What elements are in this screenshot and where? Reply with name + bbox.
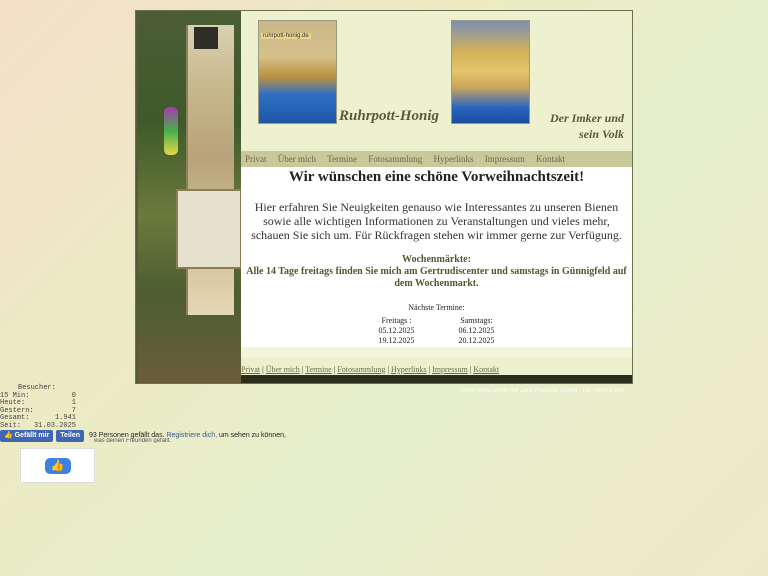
- saturday-column: [442, 316, 512, 346]
- nav-item-privat[interactable]: Privat: [245, 154, 267, 164]
- main-nav: [241, 151, 632, 167]
- header-banner: [241, 11, 632, 151]
- nav-item-kontakt[interactable]: Kontakt: [535, 154, 565, 164]
- saturday-label: Samstags:: [460, 316, 493, 325]
- counter-label: Heute:: [0, 399, 26, 407]
- saturday-date: 06.12.2025: [458, 326, 495, 335]
- facebook-share-button[interactable]: Teilen: [56, 430, 84, 442]
- hive-lid: [194, 27, 218, 49]
- footer-link-fotosammlung[interactable]: Fotosammlung: [337, 365, 386, 374]
- next-dates-title: Nächste Termine:: [408, 303, 465, 312]
- likes-count-text: 93 Personen gefällt das.: [89, 432, 165, 439]
- visitor-counter: [0, 385, 76, 430]
- page-headline: Wir wünschen eine schöne Vorweihnachtszeit!: [288, 169, 585, 185]
- counter-label: Gestern:: [0, 406, 34, 415]
- photo-label: ruhrpott-honig.de: [263, 33, 309, 39]
- main-content: [241, 167, 632, 357]
- site-title: Ruhrpott-Honig: [339, 108, 440, 124]
- beehive-photo: [138, 11, 241, 383]
- counter-label: 15 Min:: [0, 391, 30, 400]
- thumbs-up-icon: 👍: [4, 431, 13, 439]
- intro-text: Hier erfahren Sie Neuigkeiten genauso wie Interessantes zu unseren Bienen sowie alle wichtigen Informationen zu Veranstaltungen und vieles mehr, schauen Sie sich um. Für Rückfragen stehen wir immer gerne zur Verfügung.: [251, 200, 622, 242]
- footer-link-kontakt[interactable]: Kontakt: [473, 365, 500, 374]
- counter-label: Gesamt:: [0, 414, 30, 422]
- thumbs-up-icon: 👍: [45, 458, 71, 474]
- register-text: um sehen zu können,: [219, 432, 286, 439]
- nav-item-fotosammlung[interactable]: Fotosammlung: [368, 154, 423, 164]
- footer-nav: Privat | Über mich | Termine | Fotosammlung | Hyperlinks | Impressum | Kontakt: [241, 365, 500, 374]
- nav-item-termine[interactable]: Termine: [327, 154, 357, 164]
- nav-item-impressum[interactable]: Impressum: [484, 154, 525, 164]
- like-widget[interactable]: [20, 448, 95, 483]
- hive-body: [186, 25, 234, 315]
- page-frame: [135, 10, 633, 384]
- honey-stand-photo: [258, 20, 337, 124]
- nav-item-hyperlinks[interactable]: Hyperlinks: [433, 154, 474, 164]
- flower-decoration: [164, 107, 178, 155]
- counter-title: Besucher:: [18, 384, 56, 392]
- footer-link-ueber-mich[interactable]: Über mich: [265, 365, 300, 374]
- markets-title: Wochenmärkte:: [402, 254, 471, 265]
- counter-value: 0: [71, 391, 76, 400]
- markets-text: Alle 14 Tage freitags finden Sie mich am Gertrudiscenter und samstags in Günnigfeld auf dem Wochenmarkt.: [246, 266, 627, 289]
- content-area: [241, 11, 632, 383]
- friday-date: 05.12.2025: [378, 326, 415, 335]
- register-link[interactable]: Registriere dich,: [166, 432, 218, 439]
- hive-stand: [176, 189, 241, 269]
- markets-block: [241, 254, 632, 290]
- separator-band: [241, 347, 632, 357]
- facebook-like-button[interactable]: [0, 430, 53, 442]
- credits-text[interactable]: Diese Seite wurde mit Zeta Producer erstellt · Ein Service von: [460, 388, 625, 394]
- friday-column: [362, 316, 432, 346]
- bee-figures-photo: [451, 20, 530, 124]
- nav-item-ueber-mich[interactable]: Über mich: [277, 154, 316, 164]
- counter-value: 31.03.2025: [33, 421, 76, 430]
- dates-table: [362, 316, 512, 346]
- footer-link-impressum[interactable]: Impressum: [432, 365, 468, 374]
- counter-value: 7: [71, 406, 76, 415]
- like-label: Gefällt mir: [14, 431, 50, 439]
- friday-date: 19.12.2025: [378, 336, 415, 345]
- footer-link-hyperlinks[interactable]: Hyperlinks: [390, 365, 427, 374]
- friday-label: Freitags :: [381, 316, 412, 325]
- counter-value: 1.941: [54, 414, 76, 422]
- footer-link-termine[interactable]: Termine: [305, 365, 332, 374]
- counter-value: 1: [71, 399, 76, 407]
- footer-link-privat[interactable]: Privat: [241, 365, 261, 374]
- counter-label: Seit:: [0, 421, 22, 430]
- facebook-subtext: was deinen Freunden gefällt.: [94, 438, 172, 443]
- footer-band: [241, 375, 632, 383]
- site-tagline: Der Imker und sein Volk: [549, 111, 624, 141]
- saturday-date: 20.12.2025: [458, 336, 495, 345]
